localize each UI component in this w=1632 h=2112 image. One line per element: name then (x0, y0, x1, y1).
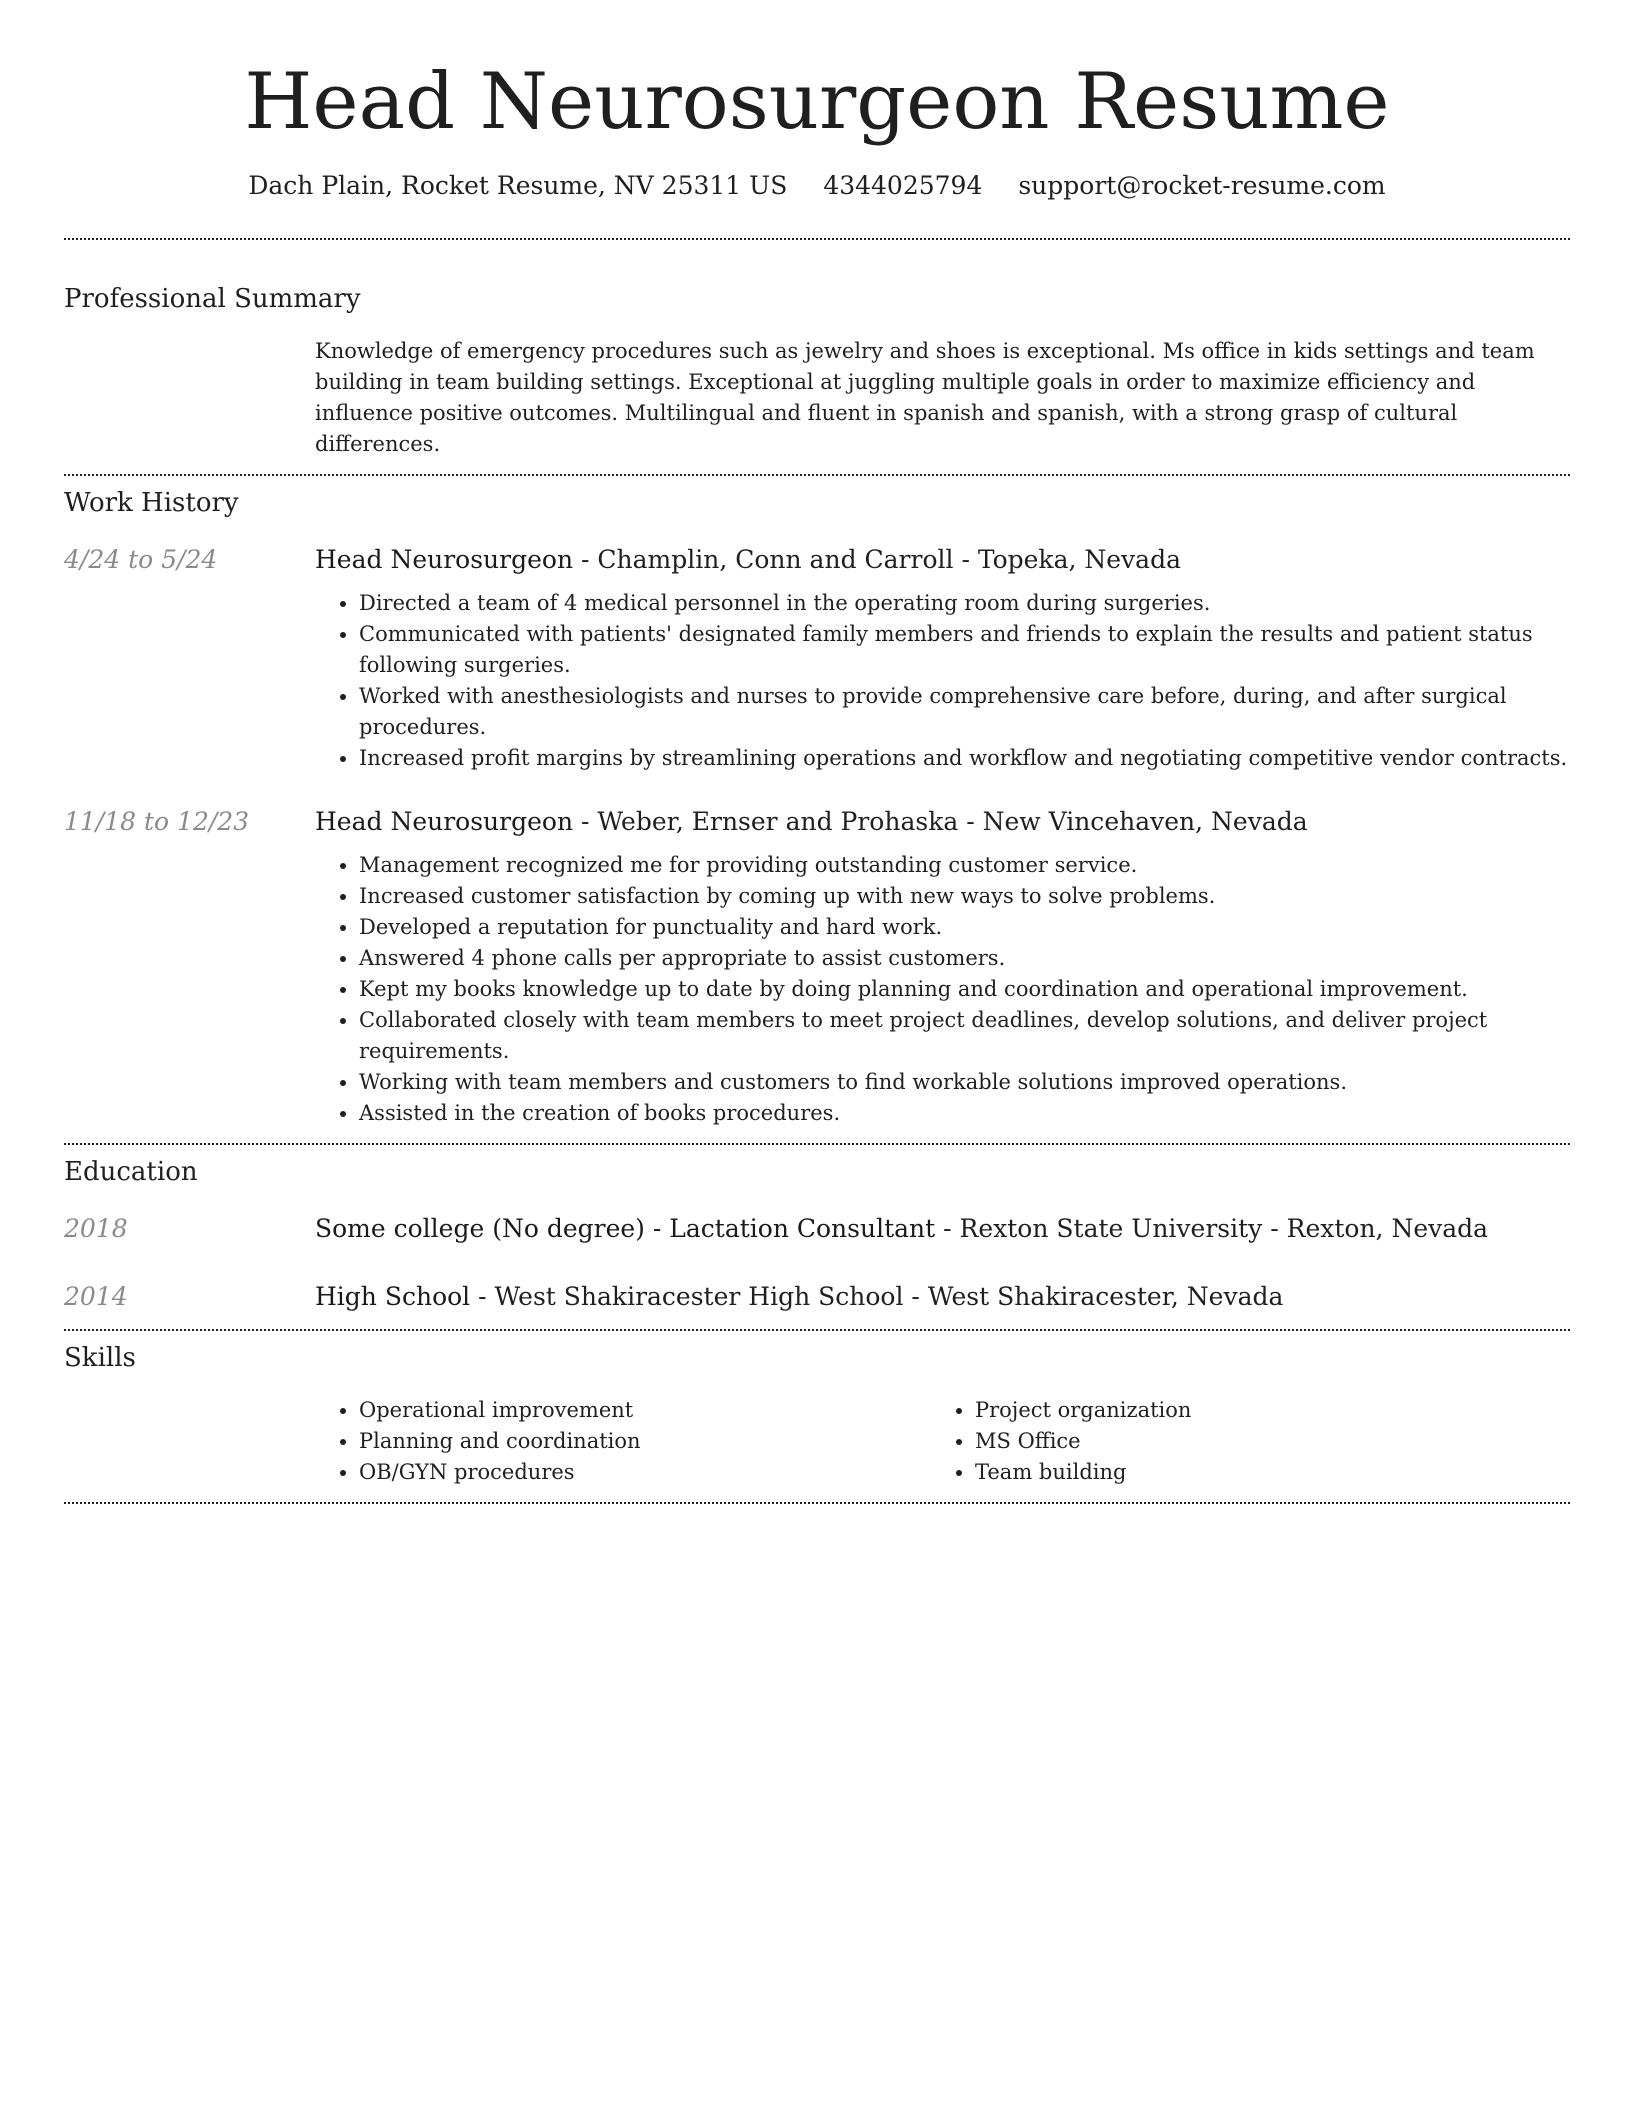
section-title-work: Work History (64, 488, 239, 518)
skills-list-right (931, 1395, 1547, 1488)
job-bullet: • Developed a reputation for punctuality and hard work. (359, 912, 1570, 943)
education-heading (315, 1279, 1570, 1315)
section-divider (64, 238, 1570, 240)
job-entry (64, 542, 1570, 774)
job-bullet: • Collaborated closely with team members to meet project deadlines, develop solutions, and deliver project requirements. (359, 1005, 1570, 1067)
job-bullet: • Management recognized me for providing outstanding customer service. (359, 850, 1570, 881)
job-entry (64, 804, 1570, 1129)
job-bullet: • Answered 4 phone calls per appropriate to assist customers. (359, 943, 1570, 974)
summary-text: Knowledge of emergency procedures such as jewelry and shoes is exceptional. Ms office in kids settings and team building in team building settings. Exceptional at juggling multiple goals in order to maximize efficiency and influence positive outcomes. Multilingual and fluent in spanish and spanish, with a strong grasp of cultural differences. (315, 339, 1535, 456)
section-title-summary: Professional Summary (64, 284, 361, 314)
job-dates: 4/24 to 5/24 (64, 545, 218, 574)
education-degree: Some college (No degree) - Lactation Consultant (315, 1214, 936, 1243)
summary-section (64, 282, 1570, 460)
resume-title: Head Neurosurgeon Resume (244, 57, 1390, 147)
job-role: Head Neurosurgeon (315, 545, 574, 574)
section-title-skills: Skills (64, 1343, 136, 1373)
skill-item: • Team building (975, 1457, 1547, 1488)
job-bullet: • Communicated with patients' designated family members and friends to explain the results and patient status following surgeries. (359, 619, 1570, 681)
education-entry (64, 1279, 1570, 1315)
job-details: - Champlin, Conn and Carroll - Topeka, Nevada (573, 545, 1181, 574)
skill-item: • Operational improvement (359, 1395, 931, 1426)
education-year: 2014 (64, 1282, 128, 1311)
skill-item: • Planning and coordination (359, 1426, 931, 1457)
work-history-section (64, 486, 1570, 1129)
job-body (315, 804, 1570, 1129)
section-title-education: Education (64, 1157, 198, 1187)
job-bullet: • Worked with anesthesiologists and nurses to provide comprehensive care before, during, and after surgical procedures. (359, 681, 1570, 743)
job-bullet: • Kept my books knowledge up to date by doing planning and coordination and operational improvement. (359, 974, 1570, 1005)
skill-item: • MS Office (975, 1426, 1547, 1457)
skills-list-left (315, 1395, 931, 1488)
job-bullet: • Assisted in the creation of books procedures. (359, 1098, 1570, 1129)
section-divider (64, 1329, 1570, 1331)
section-divider (64, 1502, 1570, 1504)
education-entry (64, 1211, 1570, 1247)
education-year: 2018 (64, 1214, 128, 1243)
skills-columns (315, 1395, 1570, 1488)
job-bullets (315, 588, 1570, 774)
job-heading (315, 542, 1570, 578)
education-degree: High School (315, 1282, 471, 1311)
job-body (315, 542, 1570, 774)
skill-item: • OB/GYN procedures (359, 1457, 931, 1488)
skills-section (64, 1341, 1570, 1488)
job-heading (315, 804, 1570, 840)
job-bullets (315, 850, 1570, 1129)
section-divider (64, 1143, 1570, 1145)
email: support@rocket-resume.com (1018, 171, 1386, 200)
skill-item: • Project organization (975, 1395, 1547, 1426)
job-bullet: • Increased profit margins by streamlining operations and workflow and negotiating competitive vendor contracts. (359, 743, 1570, 774)
education-heading (315, 1211, 1570, 1247)
job-bullet: • Working with team members and customers to find workable solutions improved operations. (359, 1067, 1570, 1098)
address: Dach Plain, Rocket Resume, NV 25311 US (248, 171, 788, 200)
job-dates: 11/18 to 12/23 (64, 807, 250, 836)
education-section (64, 1155, 1570, 1315)
job-bullet: • Directed a team of 4 medical personnel in the operating room during surgeries. (359, 588, 1570, 619)
education-details: - West Shakiracester High School - West Shakiracester, Nevada (470, 1282, 1284, 1311)
phone: 4344025794 (823, 171, 983, 200)
section-divider (64, 474, 1570, 476)
job-bullet: • Increased customer satisfaction by coming up with new ways to solve problems. (359, 881, 1570, 912)
education-details: - Rexton State University - Rexton, Nevada (935, 1214, 1489, 1243)
job-role: Head Neurosurgeon (315, 807, 574, 836)
resume-page (64, 0, 1570, 1504)
job-details: - Weber, Ernser and Prohaska - New Vincehaven, Nevada (573, 807, 1308, 836)
contact-line (64, 168, 1570, 204)
